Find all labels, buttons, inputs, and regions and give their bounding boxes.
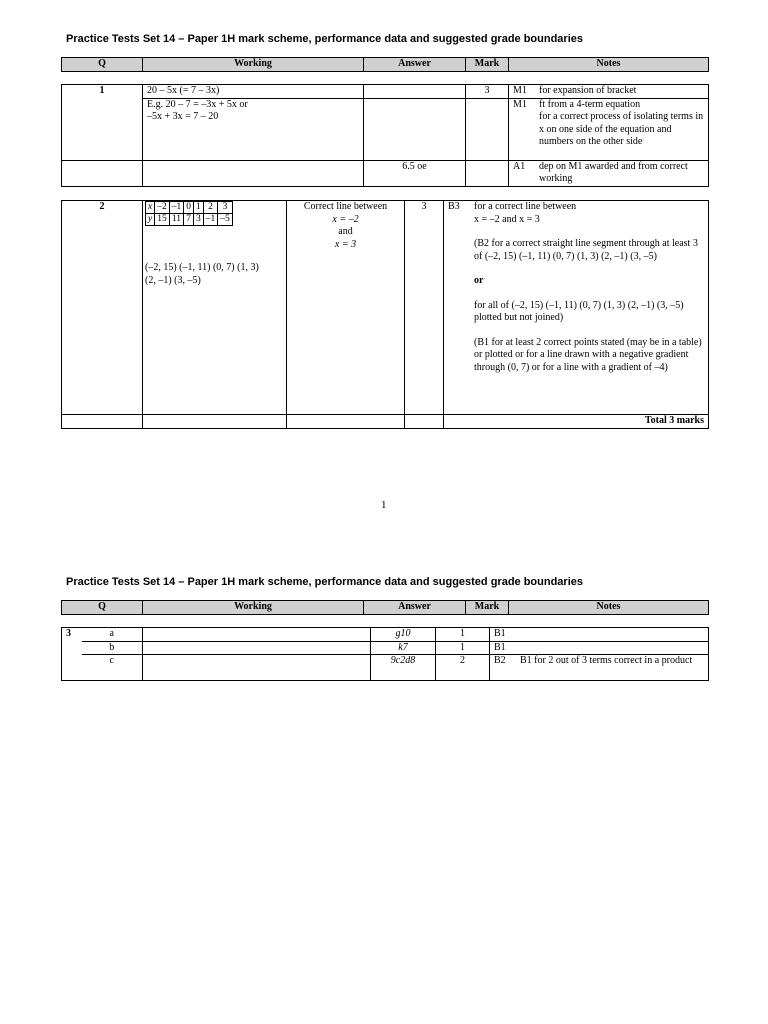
q1-num-empty3 — [62, 160, 143, 186]
q2-mark: 3 — [405, 201, 444, 415]
q3b-working — [143, 641, 371, 655]
q1-note3 — [509, 160, 709, 186]
q2-x-cell: –2 — [155, 202, 170, 214]
header-table-2 — [61, 600, 709, 615]
q3c-label: c — [82, 655, 143, 681]
header-working: Working — [143, 58, 364, 72]
q1-mark-empty3 — [466, 160, 509, 186]
q1-code3: A1 — [513, 160, 526, 172]
q2-note1a: for a correct line between — [474, 201, 577, 212]
q3a-working — [143, 628, 371, 642]
question-3-table — [61, 627, 709, 681]
q1-working-empty3 — [143, 160, 364, 186]
q2-y-cell: y — [146, 214, 155, 226]
q3c-code: B2 — [494, 655, 506, 666]
q1-number: 1 — [62, 85, 143, 161]
q3a-answer: g10 — [371, 628, 436, 642]
question-1-table — [61, 84, 709, 187]
q3c-note: B1 for 2 out of 3 terms correct in a product — [520, 655, 693, 666]
q1-code1: M1 — [513, 85, 527, 96]
q3c-notes — [490, 655, 709, 681]
q2-answer-line3: and — [338, 226, 353, 237]
q1-working-2b: –5x + 3x = 7 – 20 — [147, 111, 219, 122]
q2-x-cell: 3 — [218, 202, 233, 214]
header-notes: Notes — [509, 58, 709, 72]
q3b-mark: 1 — [436, 641, 490, 655]
q1-note1-text: for expansion of bracket — [539, 85, 637, 96]
q2-y-cell: 11 — [169, 214, 184, 226]
header-working: Working — [143, 601, 364, 615]
page-number: 1 — [381, 499, 387, 511]
q2-total-empty2 — [143, 415, 287, 429]
q3b-code: B1 — [490, 641, 709, 655]
q2-note4: for all of (–2, 15) (–1, 11) (0, 7) (1, 3) (2, –1) (3, –5) plotted but not joined) — [474, 299, 684, 323]
q1-answer-empty — [364, 85, 466, 99]
header-notes: Notes — [509, 601, 709, 615]
q3b-label: b — [82, 641, 143, 655]
q1-code2: M1 — [513, 98, 527, 110]
q1-working-2a: E.g. 20 – 7 = –3x + 5x or — [147, 98, 248, 110]
q3c-working — [143, 655, 371, 681]
q2-answer — [287, 201, 405, 415]
q2-y-row — [146, 214, 233, 226]
q2-working — [143, 201, 287, 415]
q2-total-empty4 — [405, 415, 444, 429]
page-title-2: Practice Tests Set 14 – Paper 1H mark scheme, performance data and suggested grade boundaries — [66, 576, 583, 588]
q3c-mark: 2 — [436, 655, 490, 681]
q2-answer-line1: Correct line between — [303, 201, 388, 212]
header-answer: Answer — [364, 58, 466, 72]
q2-note1b: x = –2 and x = 3 — [474, 213, 540, 225]
q2-x-cell: x — [146, 202, 155, 214]
q1-working-line2 — [143, 98, 364, 160]
q2-total-empty1 — [62, 415, 143, 429]
header-q: Q — [62, 58, 143, 72]
header-mark: Mark — [466, 58, 509, 72]
q2-x-cell: 1 — [193, 202, 203, 214]
q2-total-empty3 — [287, 415, 405, 429]
q1-answer-empty2 — [364, 98, 466, 160]
q3a-code: B1 — [490, 628, 709, 642]
q3c-answer: 9c2d8 — [371, 655, 436, 681]
q2-y-cell: –1 — [203, 214, 218, 226]
q2-y-cell: 3 — [193, 214, 203, 226]
q3-number: 3 — [62, 628, 82, 681]
q2-x-cell: –1 — [169, 202, 184, 214]
q2-x-cell: 2 — [203, 202, 218, 214]
q1-note3-text: dep on M1 awarded and from correct working — [539, 160, 688, 184]
q2-note5: (B1 for at least 2 correct points stated (may be in a table) or plotted or for a line drawn with a negative gradient through (0, 7) or for a line with a gradient of –4) — [474, 336, 702, 373]
q2-y-cell: 7 — [184, 214, 194, 226]
q1-answer: 6.5 oe — [364, 160, 466, 186]
question-2-table — [61, 200, 709, 429]
q3a-label: a — [82, 628, 143, 642]
q2-answer-line2: x = –2 — [332, 213, 359, 225]
header-table — [61, 57, 709, 72]
q2-answer-line4: x = 3 — [334, 238, 357, 250]
q1-note2b: for a correct process of isolating terms in x on one side of the equation and numbers on the other side — [539, 111, 704, 147]
q1-working-line1: 20 – 5x (= 7 – 3x) — [143, 85, 364, 99]
q1-note2 — [509, 98, 709, 160]
header-q: Q — [62, 601, 143, 615]
q1-mark: 3 — [466, 85, 509, 99]
q2-notes — [444, 201, 709, 415]
q2-value-table — [145, 201, 233, 226]
q2-total: Total 3 marks — [444, 415, 709, 429]
q2-y-cell: 15 — [155, 214, 170, 226]
q2-y-cell: –5 — [218, 214, 233, 226]
q3b-answer: k7 — [371, 641, 436, 655]
q2-code: B3 — [448, 201, 460, 212]
page-title: Practice Tests Set 14 – Paper 1H mark scheme, performance data and suggested grade boundaries — [66, 33, 583, 45]
q2-note2: (B2 for a correct straight line segment through at least 3 of (–2, 15) (–1, 11) (0, 7) (1, 3) (2, –1) (3, –5) — [474, 238, 698, 262]
header-mark: Mark — [466, 601, 509, 615]
q1-note2a: ft from a 4-term equation — [539, 98, 641, 110]
header-answer: Answer — [364, 601, 466, 615]
q2-note3: or — [474, 275, 484, 286]
q2-x-row — [146, 202, 233, 214]
q2-points-line1: (–2, 15) (–1, 11) (0, 7) (1, 3) — [145, 262, 259, 273]
q1-note1 — [509, 85, 709, 99]
q2-x-cell: 0 — [184, 202, 194, 214]
q2-number: 2 — [62, 201, 143, 415]
q3a-mark: 1 — [436, 628, 490, 642]
q1-mark-empty2 — [466, 98, 509, 160]
q2-points-line2: (2, –1) (3, –5) — [145, 274, 201, 286]
